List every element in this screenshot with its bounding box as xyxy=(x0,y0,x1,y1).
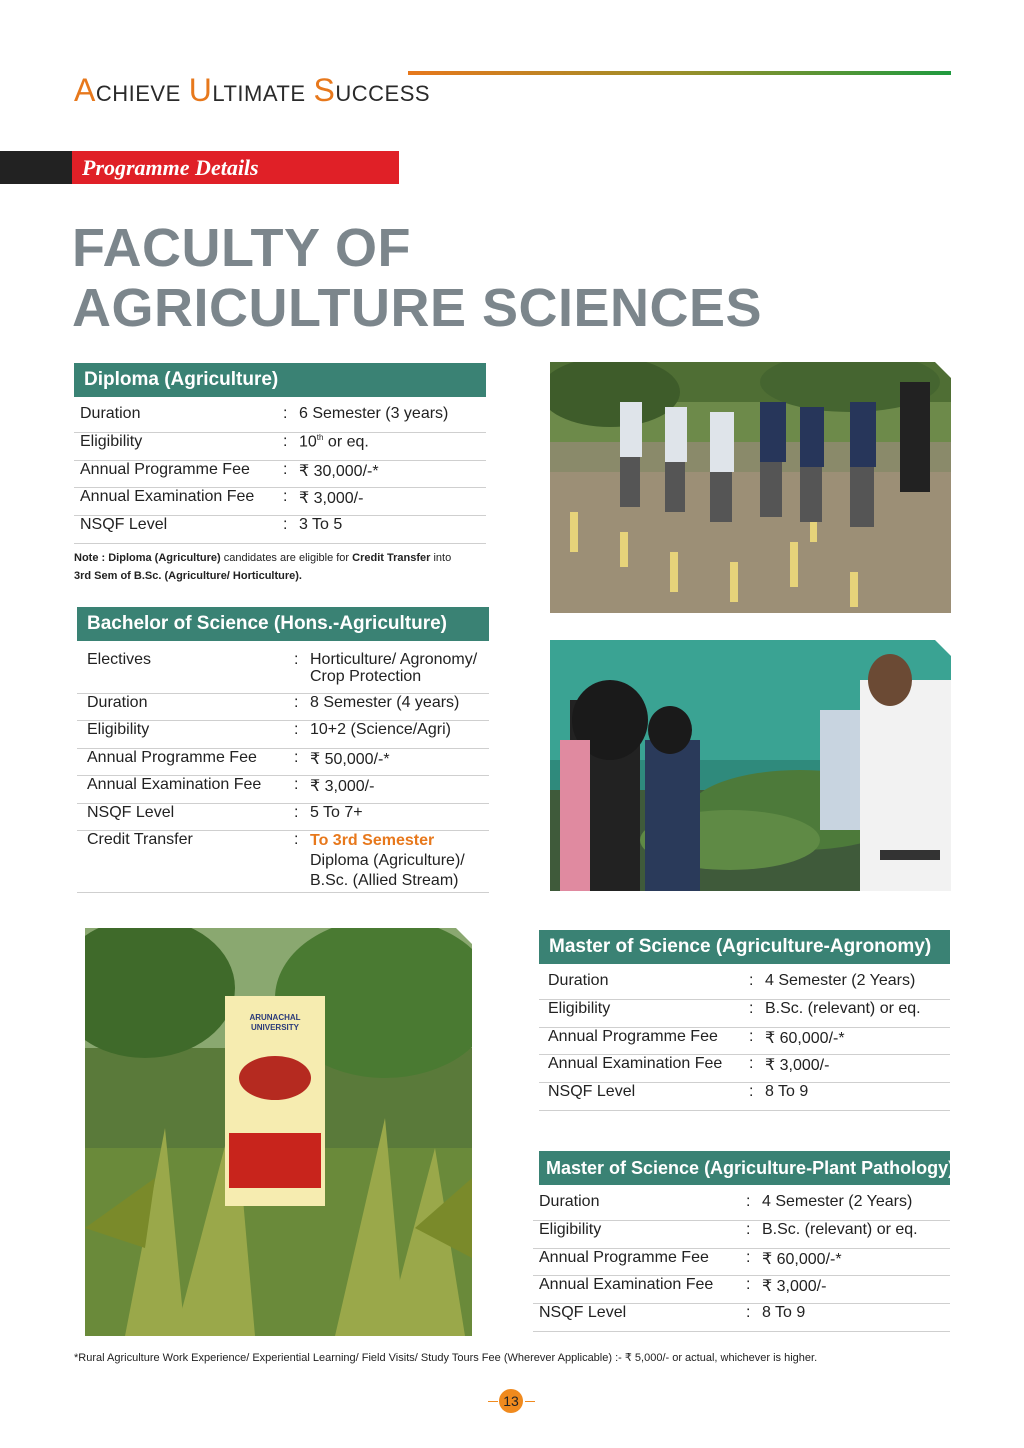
signboard-line-2: UNIVERSITY xyxy=(250,1023,300,1032)
table-row: Duration : 8 Semester (4 years) xyxy=(77,693,489,720)
page-number-rule-left xyxy=(488,1401,498,1402)
title-line-1: FACULTY OF xyxy=(72,218,411,278)
greenhouse-photo xyxy=(550,640,951,891)
table-row: Annual Examination Fee : ₹ 3,000/- xyxy=(533,1275,950,1303)
table-row: Annual Examination Fee : ₹ 3,000/- xyxy=(77,775,489,803)
table-row: Annual Examination Fee : ₹ 3,000/- xyxy=(539,1054,950,1082)
page-title xyxy=(72,218,762,338)
footnote: *Rural Agriculture Work Experience/ Experiential Learning/ Field Visits/ Study Tours Fee (Wherever Applicable) :- ₹ 5,000/- or actual, whichever is higher. xyxy=(74,1352,818,1364)
programme-details-label: Programme Details xyxy=(72,151,399,184)
header-gradient-rule xyxy=(408,71,951,75)
page-number: 13 xyxy=(499,1389,523,1413)
msc-agronomy-table xyxy=(539,972,950,1111)
bachelor-heading: Bachelor of Science (Hons.-Agriculture) xyxy=(77,607,489,641)
table-row: Annual Programme Fee : ₹ 30,000/-* xyxy=(74,460,486,487)
table-row: Annual Programme Fee : ₹ 60,000/-* xyxy=(533,1248,950,1275)
header-tagline: ACHIEVE ULTIMATE SUCCESS xyxy=(74,72,431,108)
diploma-table xyxy=(74,405,486,544)
signboard-line-1: ARUNACHAL xyxy=(249,1013,301,1022)
table-row: Annual Examination Fee : ₹ 3,000/- xyxy=(74,487,486,515)
diploma-note: Note : Diploma (Agriculture) candidates are eligible for Credit Transfer into 3rd Sem of B.Sc. (Agriculture/ Horticulture). xyxy=(74,552,452,582)
programme-band-dark xyxy=(0,151,72,184)
field-visit-photo xyxy=(550,362,951,613)
msc-pathology-heading: Master of Science (Agriculture-Plant Pathology) xyxy=(539,1151,950,1185)
table-row: Duration : 4 Semester (2 Years) xyxy=(533,1193,950,1220)
table-row: Eligibility : B.Sc. (relevant) or eq. xyxy=(533,1220,950,1248)
table-row: NSQF Level : 3 To 5 xyxy=(74,515,486,543)
table-row: Credit Transfer : To 3rd Semester Diploma (Agriculture)/ B.Sc. (Allied Stream) xyxy=(77,830,489,892)
diploma-heading: Diploma (Agriculture) xyxy=(74,363,486,397)
bachelor-table xyxy=(77,651,489,893)
table-row: Electives : Horticulture/ Agronomy/ Crop Protection xyxy=(77,651,489,693)
table-row: Annual Programme Fee : ₹ 60,000/-* xyxy=(539,1027,950,1054)
table-row: Eligibility : 10th or eq. xyxy=(74,432,486,460)
table-row: Eligibility : B.Sc. (relevant) or eq. xyxy=(539,999,950,1027)
page-number-rule-right xyxy=(525,1401,535,1402)
plant-signboard-photo xyxy=(85,928,472,1336)
table-row: Duration : 6 Semester (3 years) xyxy=(74,405,486,432)
table-row: Eligibility : 10+2 (Science/Agri) xyxy=(77,720,489,748)
table-row: NSQF Level : 8 To 9 xyxy=(533,1303,950,1331)
table-row: NSQF Level : 5 To 7+ xyxy=(77,803,489,830)
msc-pathology-table xyxy=(533,1193,950,1332)
table-row: NSQF Level : 8 To 9 xyxy=(539,1082,950,1110)
msc-agronomy-heading: Master of Science (Agriculture-Agronomy) xyxy=(539,930,950,964)
title-line-2: AGRICULTURE SCIENCES xyxy=(72,278,763,338)
table-row: Duration : 4 Semester (2 Years) xyxy=(539,972,950,999)
table-row: Annual Programme Fee : ₹ 50,000/-* xyxy=(77,748,489,775)
